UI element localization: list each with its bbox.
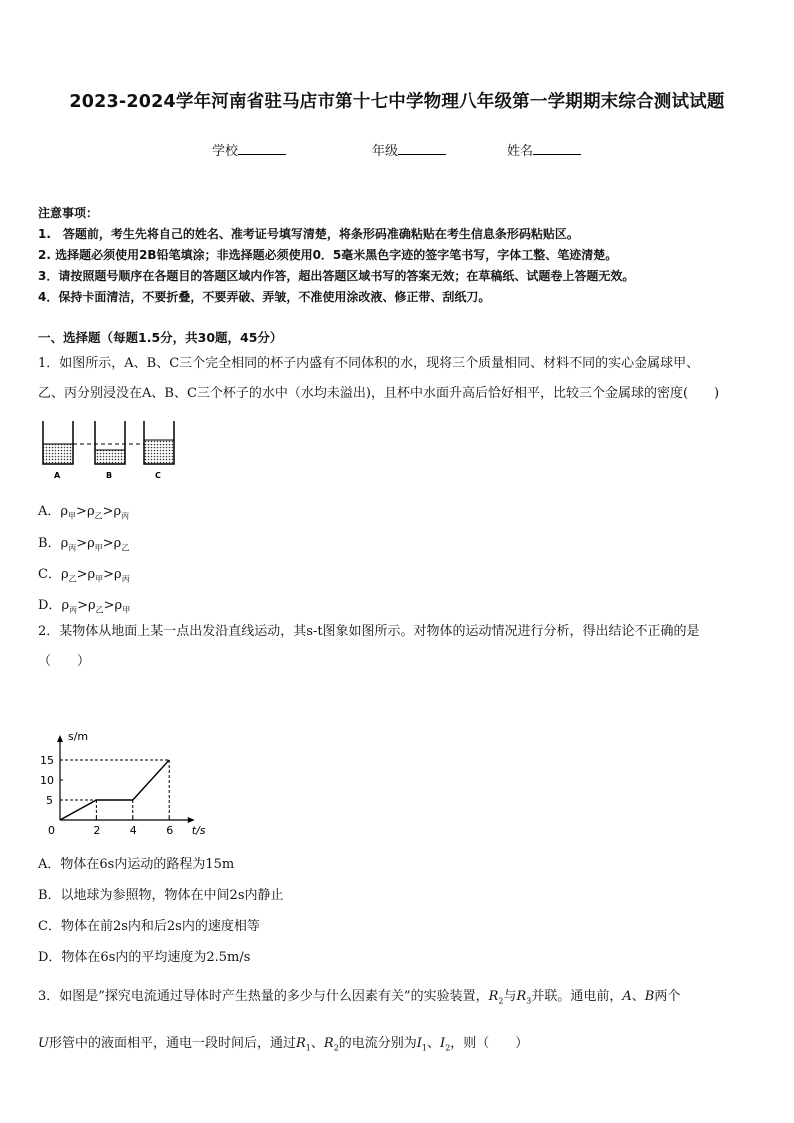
x-axis-arrow [188,817,195,823]
x-tick-label: 0 [48,824,55,837]
q2-option-d[interactable]: D．物体在6s内的平均速度为2.5m/s [38,950,251,965]
cups-figure [36,416,186,486]
question-1-text: 1．如图所示，A、B、C三个完全相同的杯子内盛有不同体积的水，现将三个质量相同、材料不同的实心金属球甲、 乙、丙分别浸没在A、B、C三个杯子的水中（水均未溢出)，且杯中水面升高后恰好相平，比较三个金属球的密度( ) [38,356,720,401]
cup-b [95,421,125,464]
page-title: 2023-2024学年河南省驻马店市第十七中学物理八年级第一学期期末综合测试试题 [69,92,725,112]
st-graph [30,684,220,844]
cup-a [43,421,73,464]
school-field[interactable]: 学校 [212,140,286,159]
x-tick-label: 6 [166,824,174,837]
x-tick-label: 4 [129,824,137,837]
note-item: 1. 答题前，考生先将自己的姓名、准考证号填写清楚，将条形码准确粘贴在考生信息条形码粘贴区。 [38,227,579,241]
q1-option-a[interactable]: A．$\rho_甲>\rho_乙>\rho_丙$ [38,504,130,521]
note-item: 3．请按照题号顺序在各题目的答题区域内作答，超出答题区域书写的答案无效；在草稿纸、试题卷上答题无效。 [38,269,635,283]
cup-label-c: C [155,471,161,480]
x-axis-label: t/s [191,824,206,837]
q1-option-b[interactable]: B．$\rho_丙>\rho_甲>\rho_乙$ [38,536,130,553]
q3-line-1: 3．如图是”探究电流通过导体时产生热量的多少与什么因素有关”的实验装置，$R_2$与$R_3$并联。通电前，A、B两个 [38,989,681,1006]
question-3-text [38,976,680,1069]
notes-heading: 注意事项： [38,206,99,220]
y-tick-label: 15 [40,754,54,767]
y-axis-arrow [57,735,63,742]
section-heading: 一、选择题（每题1.5分，共30题，45分） [38,330,283,345]
q1-option-d[interactable]: D．$\rho_丙>\rho_乙>\rho_甲$ [38,598,131,615]
q3-line-2: U形管中的液面相平，通电一段时间后，通过$R_1$、$R_2$的电流分别为$I_1$、$I_2$，则（ ） [38,1035,529,1053]
st-series-line [60,760,169,820]
x-tick-label: 2 [93,824,101,837]
y-tick-label: 5 [46,794,53,807]
notes-block [38,203,634,308]
question-2-text: 2．某物体从地面上某一点出发沿直线运动，其s-t图象如图所示。对物体的运动情况进行分析，得出结论不正确的是 （ ） [38,624,700,669]
q2-option-a[interactable]: A．物体在6s内运动的路程为15m [38,857,235,872]
cup-label-a: A [54,471,61,480]
note-item: 2. 选择题必须使用2B铅笔填涂；非选择题必须使用0．5毫米黑色字迹的签字笔书写，字体工整、笔迹清楚。 [38,248,618,262]
q2-option-c[interactable]: C．物体在前2s内和后2s内的速度相等 [38,919,260,934]
q2-option-b[interactable]: B．以地球为参照物，物体在中间2s内静止 [38,888,284,903]
y-tick-label: 10 [40,774,54,787]
note-item: 4．保持卡面清洁，不要折叠，不要弄破、弄皱，不准使用涂改液、修正带、刮纸刀。 [38,290,491,304]
grade-field[interactable]: 年级 [372,140,446,159]
cup-c [144,421,174,464]
cup-label-b: B [106,471,113,480]
y-axis-label: s/m [68,730,89,743]
name-field[interactable]: 姓名 [507,140,581,159]
q1-option-c[interactable]: C．$\rho_乙>\rho_甲>\rho_丙$ [38,567,130,584]
